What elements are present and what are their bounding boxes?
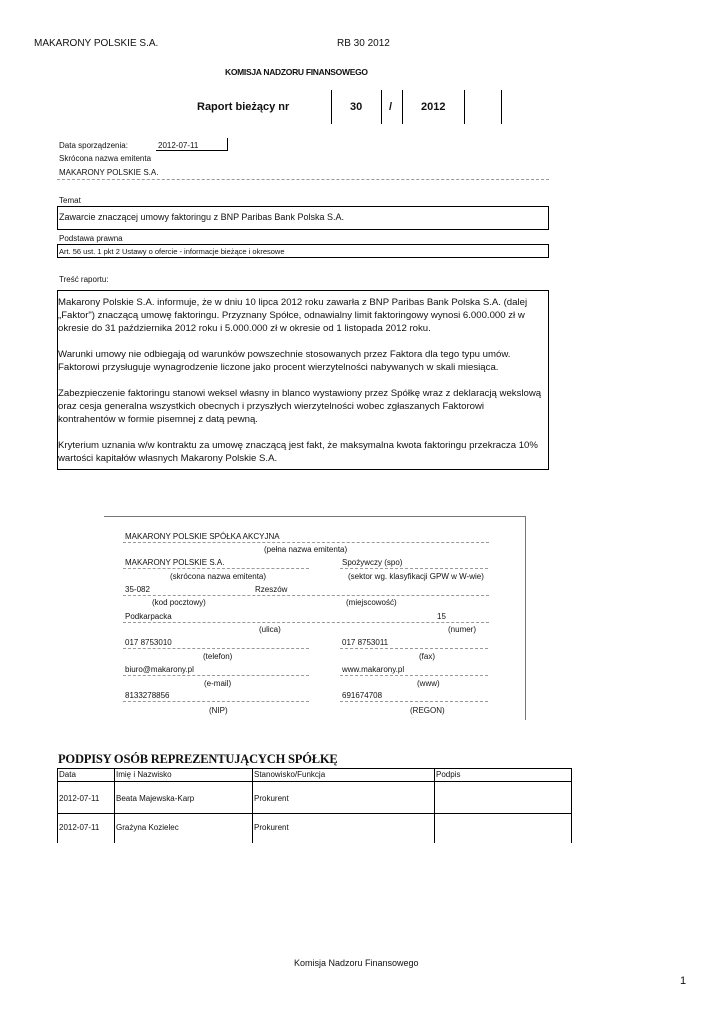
- page-number: 1: [680, 975, 687, 987]
- col-header-date: Data: [59, 770, 76, 779]
- issuer-street: Podkarpacka: [125, 612, 172, 621]
- city-caption: (miejscowość): [346, 598, 397, 607]
- table-border: [57, 768, 571, 769]
- report-year: 2012: [421, 101, 446, 113]
- short-name-label: Skrócona nazwa emitenta: [59, 154, 152, 163]
- col-header-position: Stanowisko/Funkcja: [254, 770, 326, 779]
- sector-caption: (sektor wg. klasyfikacji GPW w W-wie): [348, 572, 484, 581]
- report-box-divider: [501, 90, 502, 124]
- dotted-line: [123, 701, 309, 702]
- issuer-email: biuro@makarony.pl: [125, 665, 194, 674]
- report-box-divider: [381, 90, 382, 124]
- report-separator: /: [389, 101, 393, 113]
- col-header-name: Imię i Nazwisko: [116, 770, 172, 779]
- regon-caption: (REGON): [410, 706, 445, 715]
- row-date: 2012-07-11: [59, 794, 100, 803]
- street-caption: (ulica): [259, 625, 281, 634]
- www-caption: (www): [417, 679, 440, 688]
- issuer-postal-code: 35-082: [125, 585, 150, 594]
- topic-value: Zawarcie znaczącej umowy faktoringu z BNP Paribas Bank Polska S.A.: [59, 212, 344, 222]
- dotted-line: [123, 622, 489, 623]
- issuer-nip: 8133278856: [125, 691, 170, 700]
- postal-caption: (kod pocztowy): [152, 598, 206, 607]
- issuer-short-name: MAKARONY POLSKIE S.A.: [125, 558, 225, 567]
- table-border: [571, 768, 572, 843]
- report-number: 30: [350, 101, 363, 113]
- row-position: Prokurent: [254, 823, 289, 832]
- content-paragraph: Makarony Polskie S.A. informuje, że w dniu 10 lipca 2012 roku zawarła z BNP Paribas Bank Polska S.A. (dalej „Faktor") znaczącą umowę faktoringu. Przyznany Spółce, odnawialny limit faktoringowy wynosi 6.000.000 zł w okresie do 31 października 2012 roku i 5.000.000 zł w okresie od 1 listopada 2012 roku.: [58, 297, 528, 334]
- fax-caption: (fax): [419, 652, 435, 661]
- table-border: [57, 781, 571, 782]
- dotted-line: [123, 568, 309, 569]
- signatures-heading: PODPISY OSÓB REPREZENTUJĄCYCH SPÓŁKĘ: [58, 752, 338, 766]
- table-border: [252, 768, 253, 843]
- issuer-sector: Spożywczy (spo): [342, 558, 403, 567]
- row-position: Prokurent: [254, 794, 289, 803]
- issuer-city: Rzeszów: [255, 585, 288, 594]
- report-box-divider: [464, 90, 465, 124]
- date-label: Data sporządzenia:: [59, 141, 128, 150]
- dotted-line: [123, 542, 489, 543]
- row-name: Grażyna Kozielec: [116, 823, 179, 832]
- issuer-regon: 691674708: [342, 691, 383, 700]
- full-name-caption: (pełna nazwa emitenta): [264, 545, 348, 554]
- report-content: [58, 296, 544, 478]
- dotted-line: [340, 568, 488, 569]
- row-name: Beata Majewska-Karp: [116, 794, 195, 803]
- dotted-line: [340, 648, 488, 649]
- issuer-fax: 017 8753011: [342, 638, 389, 647]
- content-paragraph: Warunki umowy nie odbiegają od warunków powszechnie stosowanych przez Faktora dla tego typu umów. Faktorowi przysługuje wynagrodzenie liczone jako procent wierzytelności nabywanych w skali miesiąca.: [58, 349, 511, 373]
- table-border: [114, 768, 115, 843]
- topic-label: Temat: [59, 196, 81, 205]
- short-name-value: MAKARONY POLSKIE S.A.: [59, 168, 159, 177]
- table-border: [57, 768, 58, 843]
- report-box-divider: [331, 90, 332, 124]
- row-date: 2012-07-11: [59, 823, 100, 832]
- short-name-caption: (skrócona nazwa emitenta): [170, 572, 267, 581]
- number-caption: (numer): [448, 625, 477, 634]
- dotted-line: [123, 648, 309, 649]
- legal-label: Podstawa prawna: [59, 234, 123, 243]
- content-label: Treść raportu:: [59, 275, 109, 284]
- dotted-line: [340, 701, 488, 702]
- dotted-line: [123, 595, 489, 596]
- separator-line: [57, 179, 549, 180]
- email-caption: (e-mail): [204, 679, 232, 688]
- dotted-line: [340, 675, 488, 676]
- dotted-line: [123, 675, 309, 676]
- legal-value: Art. 56 ust. 1 pkt 2 Ustawy o ofercie - informacje bieżące i okresowe: [59, 247, 285, 256]
- issuer-number: 15: [437, 612, 446, 621]
- phone-caption: (telefon): [203, 652, 233, 661]
- report-title: Raport bieżący nr: [197, 101, 290, 113]
- header-company: MAKARONY POLSKIE S.A.: [34, 38, 159, 49]
- table-border: [434, 768, 435, 843]
- content-paragraph: Kryterium uznania w/w kontraktu za umowę znaczącą jest fakt, że maksymalna kwota faktoringu przekracza 10% wartości kapitałów własnych Makarony Polskie S.A.: [58, 440, 538, 464]
- header-report-code: RB 30 2012: [337, 38, 390, 49]
- col-header-signature: Podpis: [436, 770, 461, 779]
- footer-text: Komisja Nadzoru Finansowego: [294, 958, 419, 968]
- commission-title: KOMISJA NADZORU FINANSOWEGO: [225, 67, 368, 77]
- issuer-full-name: MAKARONY POLSKIE SPÓŁKA AKCYJNA: [125, 532, 280, 541]
- date-value: 2012-07-11: [158, 141, 199, 150]
- content-paragraph: Zabezpieczenie faktoringu stanowi weksel własny in blanco wystawiony przez Spółkę wraz z deklaracją wekslową oraz cesja generalna wszystkich obecnych i przyszłych wierzytelności wobec zgłaszanych Faktorowi kontrahentów w formie pisemnej z datą pewną.: [58, 388, 542, 425]
- report-box-divider: [402, 90, 403, 124]
- table-border: [57, 813, 571, 814]
- nip-caption: (NIP): [209, 706, 228, 715]
- issuer-www: www.makarony.pl: [342, 665, 405, 674]
- issuer-phone: 017 8753010: [125, 638, 172, 647]
